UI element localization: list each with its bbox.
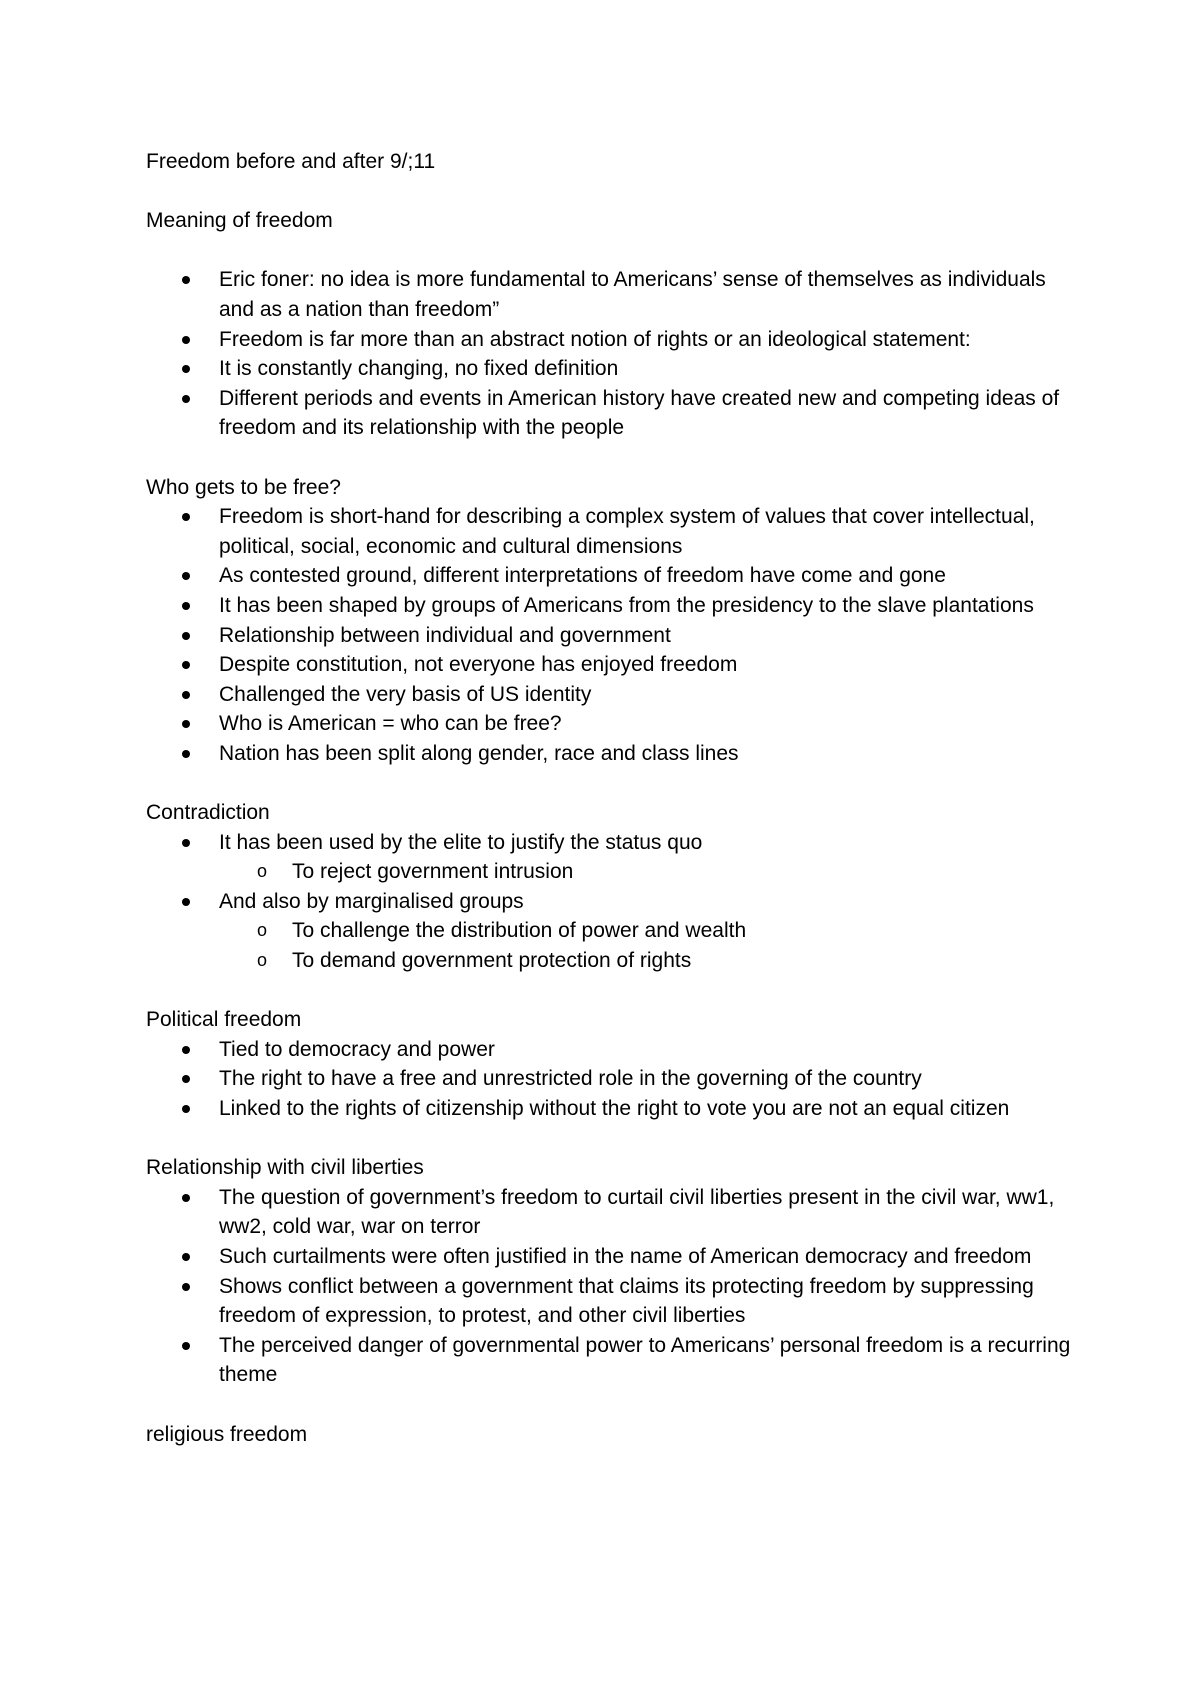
sub-list-item-text: To reject government intrusion [292,860,574,884]
section-heading: religious freedom [146,1422,308,1446]
circle-bullet-icon: o [257,861,268,882]
bullet-icon [182,1105,190,1113]
list-item [146,1242,1086,1272]
bullet-icon [182,336,190,344]
list-item-text: Freedom is short-hand for describing a complex system of values that cover intellectual, political, social, economic and cultural dimensions [219,505,1035,558]
list-item [146,739,1086,769]
list-item-text: It has been used by the elite to justify the status quo [219,830,703,854]
bullet-icon [182,365,190,373]
list-item [146,354,1086,384]
list-item-text: It has been shaped by groups of Americans from the presidency to the slave plantations [219,593,1034,617]
bullet-list [146,1183,1086,1390]
list-item [146,561,1086,591]
list-item [146,709,1086,739]
circle-bullet-icon: o [257,920,268,941]
list-item [146,1035,1086,1065]
list-item-text: And also by marginalised groups [219,889,524,913]
bullet-list [146,1035,1086,1124]
list-item [146,1331,1086,1390]
list-item [146,621,1086,651]
bullet-list [146,502,1086,768]
document-content [146,147,1086,1479]
bullet-list [146,265,1086,443]
section-heading: Contradiction [146,801,270,825]
list-item-text: Different periods and events in American history have created new and competing ideas of freedom and its relationship with the people [219,386,1060,440]
bullet-icon [182,691,190,699]
list-item-text: As contested ground, different interpretations of freedom have come and gone [219,564,946,588]
list-item-text: Freedom is far more than an abstract notion of rights or an ideological statement: [219,327,971,351]
list-item-text: Linked to the rights of citizenship without the right to vote you are not an equal citizen [219,1097,1010,1120]
bullet-icon [182,513,190,521]
sub-list-item [219,916,1086,946]
list-item [146,1064,1086,1094]
bullet-icon [182,395,190,403]
section-heading: Political freedom [146,1008,302,1032]
list-item-text: Nation has been split along gender, race and class lines [219,741,739,765]
bullet-icon [182,1253,190,1261]
bullet-icon [182,1046,190,1054]
document-sections [146,206,1086,1449]
section [146,1153,1086,1390]
list-item [146,680,1086,710]
list-item-text: Eric foner: no idea is more fundamental to Americans’ sense of themselves as individuals and as a nation than freedom” [219,268,1046,321]
section-heading: Relationship with civil liberties [146,1156,424,1180]
list-item [146,1094,1086,1124]
list-item-text: Challenged the very basis of US identity [219,682,592,706]
section [146,1005,1086,1123]
document-title: Freedom before and after 9/;11 [146,150,436,173]
list-item-text: Such curtailments were often justified in the name of American democracy and freedom [219,1244,1032,1268]
sub-list-item-text: To demand government protection of rights [292,949,692,973]
bullet-icon [182,1283,190,1291]
section [146,1420,1086,1450]
list-item [146,828,1086,887]
sub-list-item [219,946,1086,976]
bullet-icon [182,1194,190,1202]
list-item [146,325,1086,355]
bullet-icon [182,572,190,580]
section [146,206,1086,443]
bullet-icon [182,661,190,669]
circle-bullet-icon: o [257,950,268,971]
sub-bullet-list [219,857,1086,887]
list-item-text: Who is American = who can be free? [219,712,562,736]
bullet-icon [182,839,190,847]
list-item-text: Shows conflict between a government that claims its protecting freedom by suppressing freedom of expression, to protest, and other civil liberties [219,1274,1034,1328]
list-item [146,591,1086,621]
list-item [146,1272,1086,1331]
bullet-icon [182,602,190,610]
section-heading: Meaning of freedom [146,209,333,233]
bullet-icon [182,898,190,906]
section [146,473,1086,769]
section [146,798,1086,976]
bullet-icon [182,632,190,640]
list-item [146,265,1086,324]
list-item-text: Tied to democracy and power [219,1037,495,1061]
bullet-list [146,828,1086,976]
list-item [146,887,1086,976]
list-item [146,650,1086,680]
sub-bullet-list [219,916,1086,975]
bullet-icon [182,750,190,758]
list-item-text: It is constantly changing, no fixed definition [219,357,619,381]
bullet-icon [182,1075,190,1083]
bullet-icon [182,1342,190,1350]
list-item-text: The right to have a free and unrestricted role in the governing of the country [219,1067,922,1091]
list-item [146,1183,1086,1242]
list-item [146,502,1086,561]
sub-list-item [219,857,1086,887]
section-heading: Who gets to be free? [146,475,341,499]
list-item-text: Relationship between individual and government [219,623,671,647]
list-item [146,384,1086,443]
list-item-text: Despite constitution, not everyone has enjoyed freedom [219,653,738,677]
list-item-text: The perceived danger of governmental power to Americans’ personal freedom is a recurring theme [219,1333,1071,1387]
bullet-icon [182,720,190,728]
list-item-text: The question of government’s freedom to curtail civil liberties present in the civil war, ww1, ww2, cold war, war on terror [219,1185,1055,1239]
bullet-icon [182,276,190,284]
sub-list-item-text: To challenge the distribution of power and wealth [292,919,747,943]
